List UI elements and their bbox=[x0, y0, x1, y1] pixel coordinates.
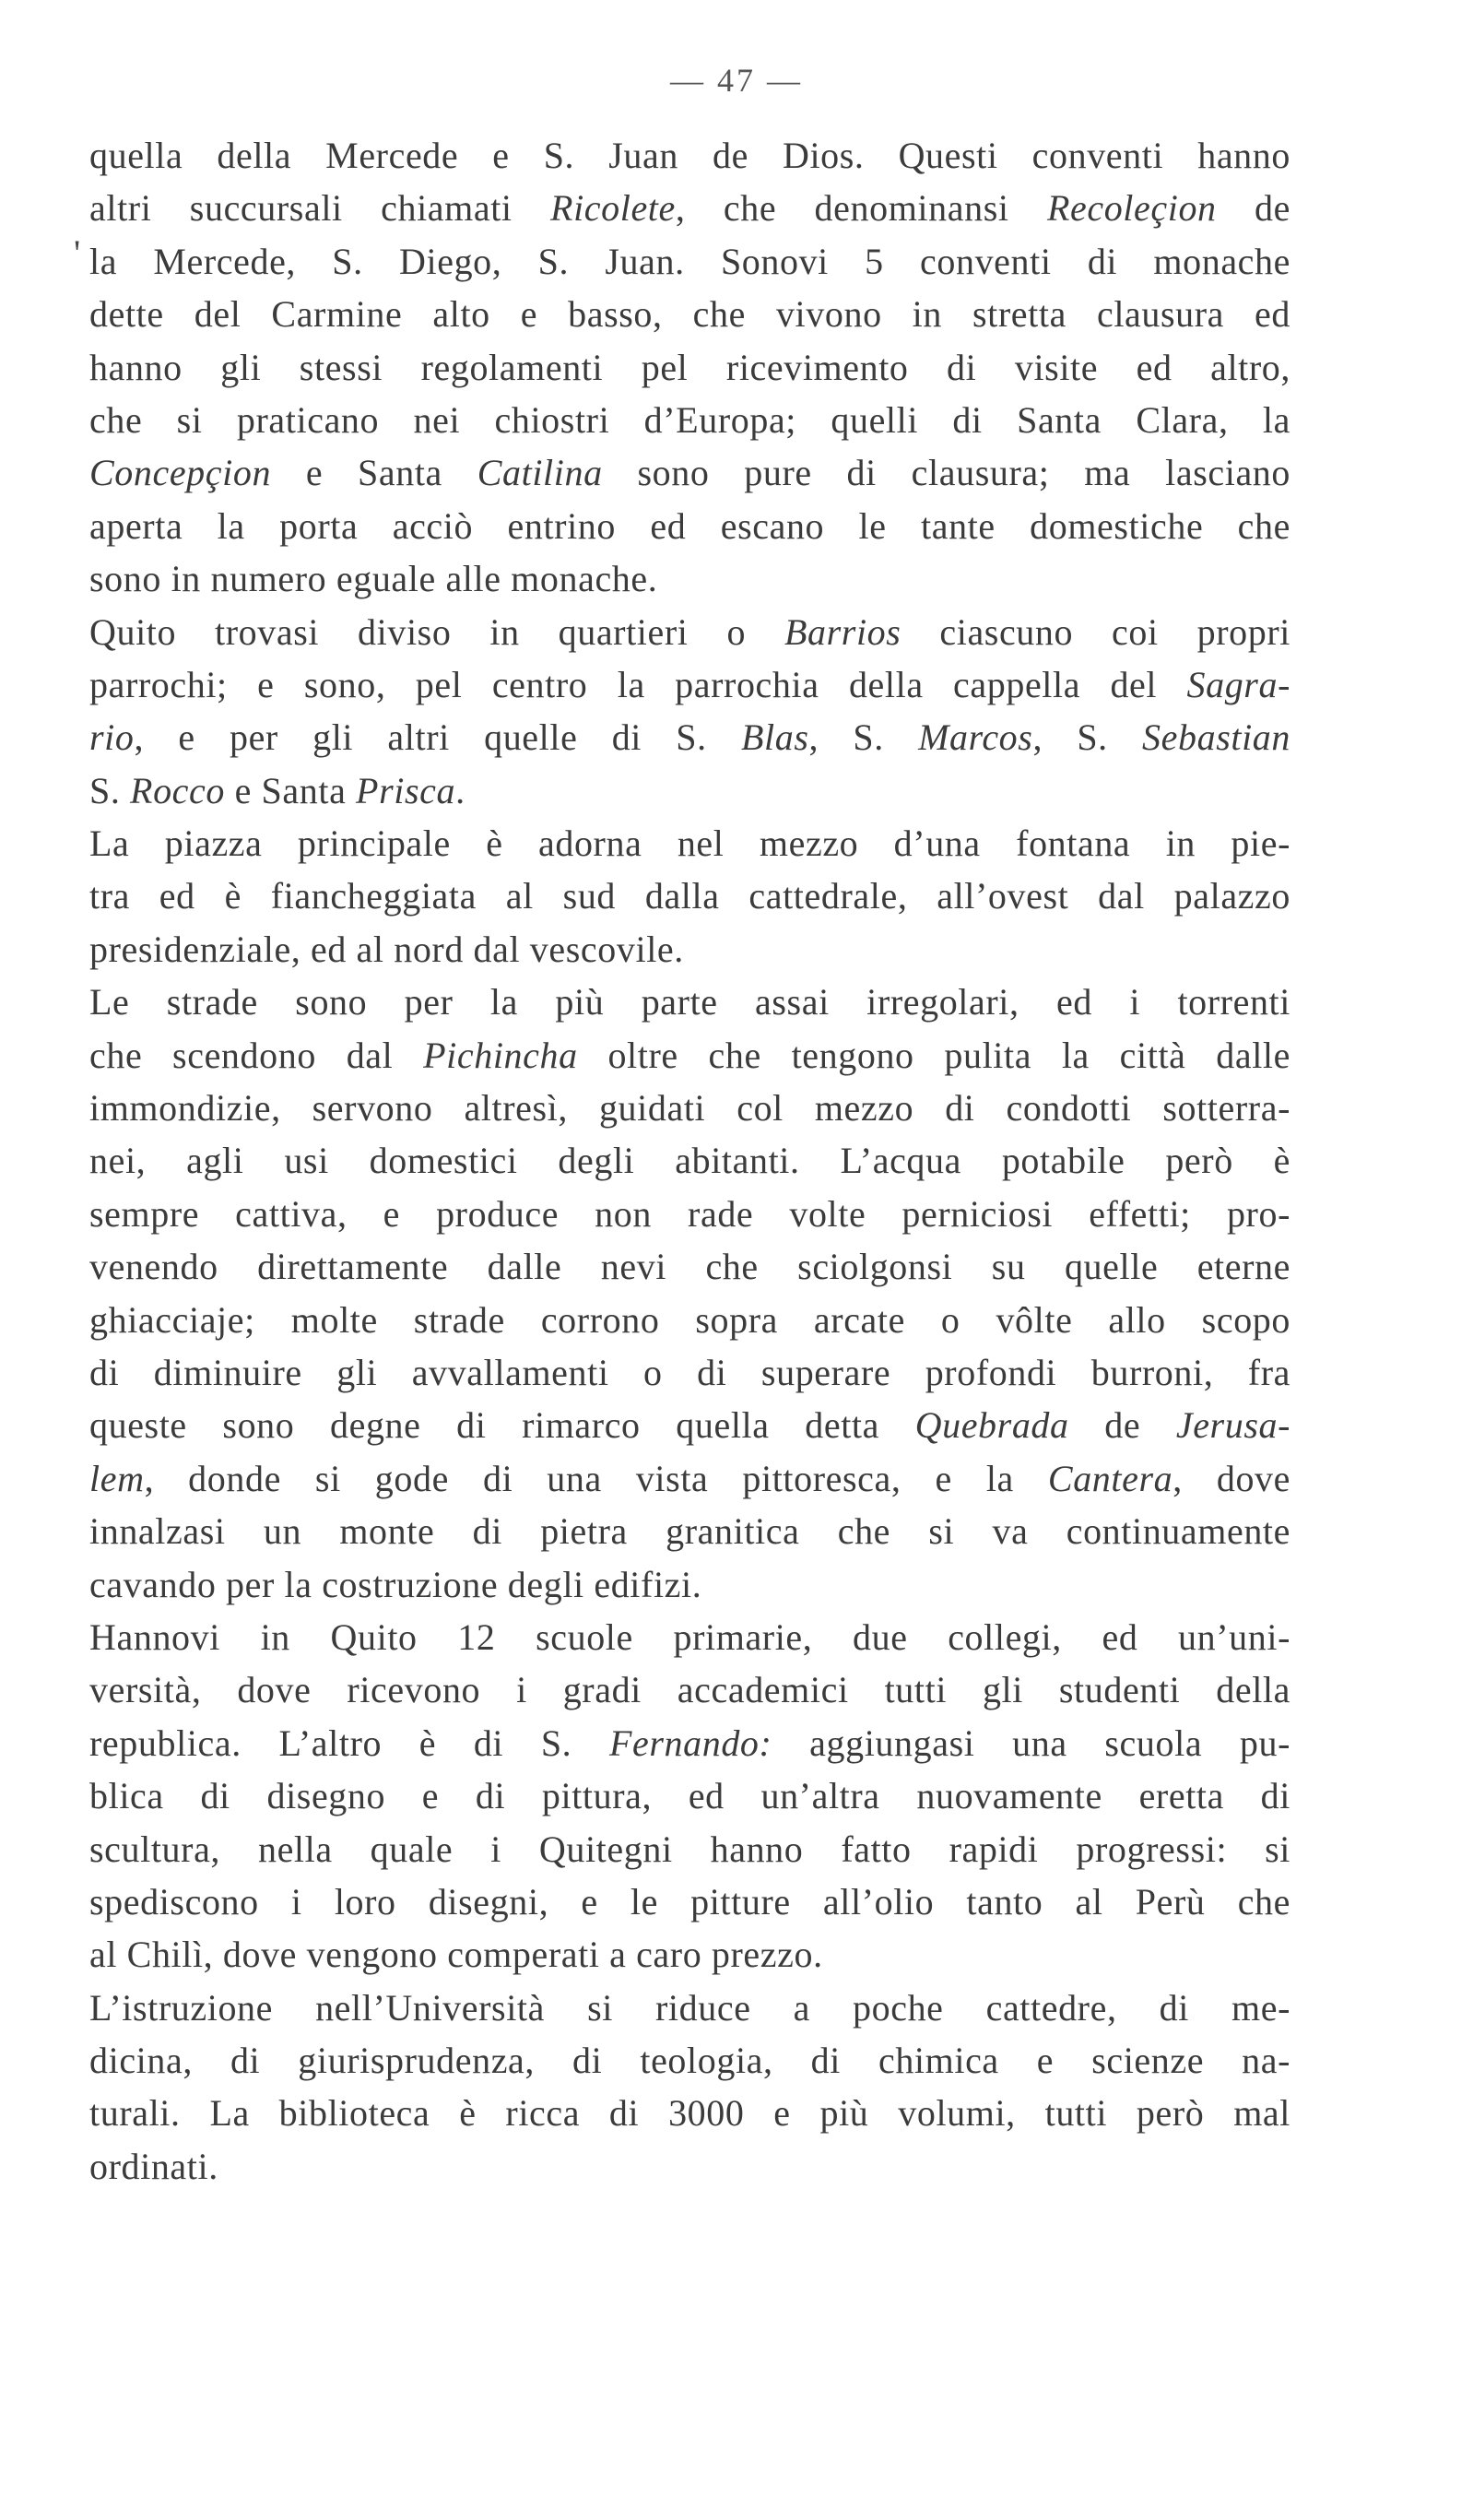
text-line bbox=[89, 1399, 1290, 1451]
text-segment: la Mercede, S. Diego, S. Juan. Sonovi 5 conventi di monache bbox=[89, 240, 1290, 282]
text-line bbox=[89, 658, 1290, 711]
italic-text: Pichincha bbox=[423, 1034, 578, 1076]
text-line bbox=[89, 1663, 1290, 1716]
text-segment: , che denominansi bbox=[675, 187, 1047, 230]
text-line bbox=[89, 1823, 1290, 1875]
text-segment: tra ed è fiancheggiata al sud dalla cattedrale, all’ovest dal palazzo bbox=[89, 875, 1290, 917]
text-line bbox=[89, 1928, 1290, 1981]
text-line bbox=[89, 1717, 1290, 1769]
italic-text: Cantera bbox=[1047, 1457, 1173, 1499]
text-segment: Hannovi in Quito 12 scuole primarie, due collegi, ed un’uni- bbox=[89, 1615, 1290, 1658]
italic-text: Barrios bbox=[784, 610, 901, 653]
text-line bbox=[89, 1558, 1290, 1611]
body-text bbox=[89, 129, 1290, 2193]
text-segment: ciascuno coi propri bbox=[901, 610, 1290, 653]
text-segment: ghiacciaje; molte strade corrono sopra arcate o vôlte allo scopo bbox=[89, 1298, 1290, 1341]
text-line bbox=[89, 552, 1290, 605]
text-segment: S. bbox=[89, 769, 131, 811]
text-segment: di diminuire gli avvallamenti o di superare profondi burroni, fra bbox=[89, 1351, 1290, 1393]
text-segment: de bbox=[1068, 1404, 1176, 1447]
text-line bbox=[89, 711, 1290, 763]
italic-text: Blas bbox=[741, 716, 809, 759]
text-segment: aggiungasi una scuola pu- bbox=[772, 1721, 1290, 1764]
italic-text: Rocco bbox=[130, 769, 225, 811]
text-segment: e Santa bbox=[271, 452, 477, 494]
text-segment: quella della Mercede e S. Juan de Dios. Questi conventi hanno bbox=[89, 135, 1290, 176]
text-segment: al Chilì, dove vengono comperati a caro prezzo. bbox=[89, 1934, 823, 1976]
text-segment: , S. bbox=[808, 716, 919, 759]
text-segment: e Santa bbox=[225, 769, 357, 811]
text-line bbox=[89, 976, 1290, 1028]
text-segment: innalzasi un monte di pietra granitica che si va continuamente bbox=[89, 1510, 1290, 1553]
text-segment: hanno gli stessi regolamenti pel ricevimento di visite ed altro, bbox=[89, 346, 1290, 388]
text-line bbox=[89, 1505, 1290, 1557]
text-line bbox=[89, 1452, 1290, 1505]
text-line bbox=[89, 1240, 1290, 1293]
italic-text: Concepçion bbox=[89, 452, 272, 494]
italic-text: Sagra- bbox=[1186, 663, 1290, 705]
text-segment: , dove bbox=[1173, 1457, 1291, 1499]
text-line bbox=[89, 870, 1290, 922]
text-segment: scultura, nella quale i Quitegni hanno fatto rapidi progressi: si bbox=[89, 1828, 1290, 1870]
text-segment: sempre cattiva, e produce non rade volte perniciosi effetti; pro- bbox=[89, 1192, 1290, 1235]
italic-text: Prisca bbox=[356, 769, 456, 811]
text-segment: republica. L’altro è di S. bbox=[89, 1721, 609, 1764]
italic-text: Recoleçion bbox=[1046, 187, 1217, 230]
text-line bbox=[89, 1769, 1290, 1822]
italic-text: Ricolete bbox=[550, 187, 676, 230]
text-line bbox=[89, 500, 1290, 552]
text-segment: altri succursali chiamati bbox=[89, 187, 551, 230]
text-line bbox=[89, 764, 1290, 817]
text-segment: de bbox=[1216, 187, 1290, 230]
text-segment: che scendono dal bbox=[89, 1034, 424, 1076]
text-line bbox=[89, 1982, 1290, 2034]
text-segment: nei, agli usi domestici degli abitanti. L’acqua potabile però è bbox=[89, 1140, 1290, 1182]
text-segment: Le strade sono per la più parte assai irregolari, ed i torrenti bbox=[89, 981, 1290, 1023]
text-line bbox=[89, 1611, 1290, 1663]
text-segment: parrochi; e sono, pel centro la parrochia della cappella del bbox=[89, 663, 1187, 705]
text-segment: versità, dove ricevono i gradi accademici tutti gli studenti della bbox=[89, 1669, 1290, 1711]
italic-text: Jerusa- bbox=[1175, 1404, 1291, 1447]
text-segment: turali. La biblioteca è ricca di 3000 e più volumi, tutti però mal bbox=[89, 2092, 1290, 2135]
text-line bbox=[89, 446, 1290, 499]
italic-text: Marcos bbox=[918, 716, 1033, 759]
text-line bbox=[89, 606, 1290, 658]
text-segment: oltre che tengono pulita la città dalle bbox=[577, 1034, 1291, 1076]
text-segment: , donde si gode di una vista pittoresca, e la bbox=[144, 1457, 1048, 1499]
text-line bbox=[89, 1082, 1290, 1134]
text-line bbox=[89, 2034, 1290, 2087]
text-segment: cavando per la costruzione degli edifizi. bbox=[89, 1563, 702, 1605]
text-line bbox=[89, 1294, 1290, 1346]
italic-text: rio bbox=[89, 716, 135, 759]
text-segment: queste sono degne di rimarco quella detta bbox=[89, 1404, 915, 1447]
text-segment: sono in numero eguale alle monache. bbox=[89, 558, 658, 600]
italic-text: Fernando: bbox=[608, 1721, 772, 1764]
text-segment: , S. bbox=[1032, 716, 1143, 759]
italic-text: Sebastian bbox=[1142, 716, 1290, 759]
text-line bbox=[89, 182, 1290, 234]
text-segment: ordinati. bbox=[89, 2145, 218, 2187]
text-line bbox=[89, 129, 1290, 182]
text-line bbox=[89, 1029, 1290, 1082]
text-segment: che si praticano nei chiostri d’Europa; quelli di Santa Clara, la bbox=[89, 398, 1290, 441]
text-line bbox=[89, 817, 1290, 870]
text-line bbox=[89, 1134, 1290, 1187]
text-line bbox=[89, 235, 1290, 288]
text-line bbox=[89, 1346, 1290, 1399]
text-segment: presidenziale, ed al nord dal vescovile. bbox=[89, 928, 684, 970]
text-segment: Quito trovasi diviso in quartieri o bbox=[89, 610, 784, 653]
text-segment: immondizie, servono altresì, guidati col mezzo di condotti sotterra- bbox=[89, 1087, 1290, 1130]
text-segment: La piazza principale è adorna nel mezzo d’una fontana in pie- bbox=[89, 822, 1290, 865]
text-segment: aperta la porta acciò entrino ed escano le tante domestiche che bbox=[89, 504, 1290, 547]
text-segment: dette del Carmine alto e basso, che vivono in stretta clausura ed bbox=[89, 293, 1290, 336]
text-line bbox=[89, 288, 1290, 340]
page-number: — 47 — bbox=[670, 62, 803, 99]
text-line bbox=[89, 2140, 1290, 2193]
margin-mark: ' bbox=[74, 232, 81, 274]
text-segment: spediscono i loro disegni, e le pitture all’olio tanto al Perù che bbox=[89, 1880, 1290, 1923]
text-line bbox=[89, 341, 1290, 394]
text-segment: . bbox=[455, 769, 465, 811]
text-segment: sono pure di clausura; ma lasciano bbox=[602, 452, 1290, 494]
text-segment: L’istruzione nell’Università si riduce a poche cattedre, di me- bbox=[89, 1986, 1290, 2029]
text-line bbox=[89, 923, 1290, 976]
text-segment: venendo direttamente dalle nevi che sciolgonsi su quelle eterne bbox=[89, 1246, 1290, 1288]
text-line bbox=[89, 1188, 1290, 1240]
text-segment: blica di disegno e di pittura, ed un’altra nuovamente eretta di bbox=[89, 1775, 1290, 1817]
text-line bbox=[89, 2087, 1290, 2139]
italic-text: Catilina bbox=[477, 452, 603, 494]
italic-text: lem bbox=[89, 1457, 145, 1499]
text-segment: dicina, di giurisprudenza, di teologia, di chimica e scienze na- bbox=[89, 2040, 1290, 2082]
text-segment: , e per gli altri quelle di S. bbox=[134, 716, 742, 759]
italic-text: Quebrada bbox=[914, 1404, 1069, 1447]
text-line bbox=[89, 1875, 1290, 1928]
text-line bbox=[89, 394, 1290, 446]
